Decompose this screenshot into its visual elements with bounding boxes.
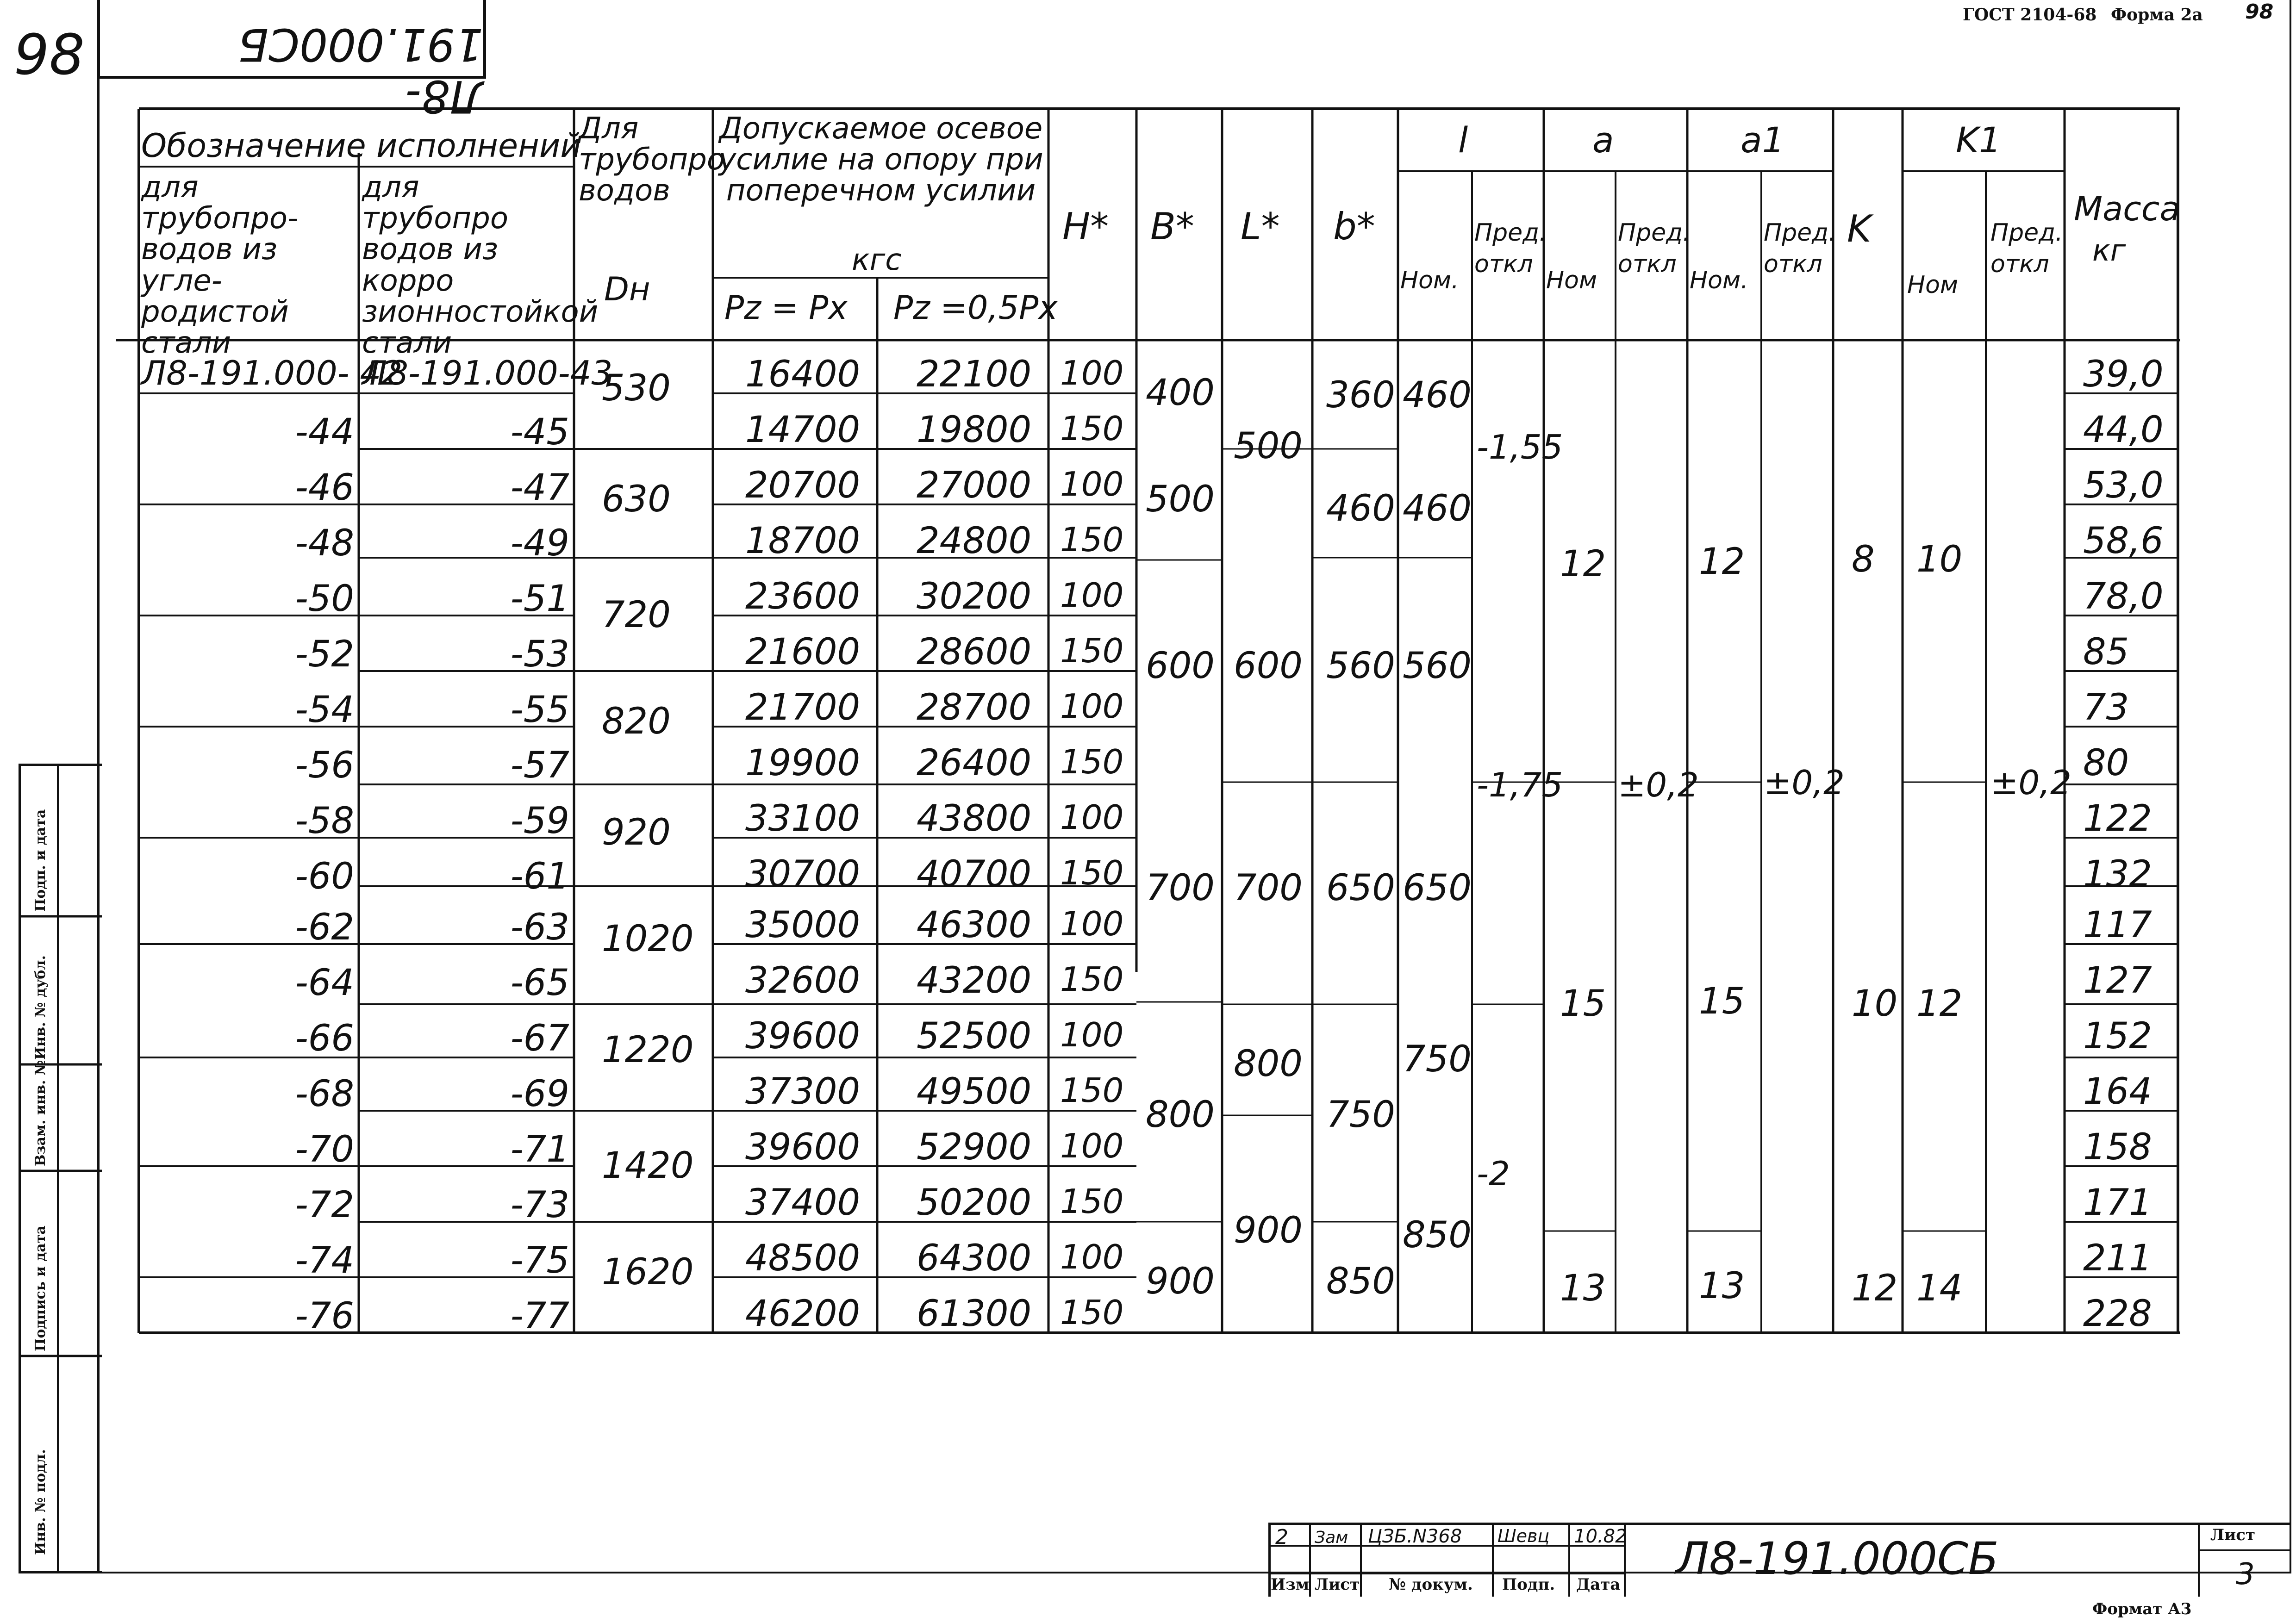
- header-for-pipes: Для трубопро водов: [579, 112, 725, 208]
- tb-doc-no: ЦЗБ.N368: [1368, 1526, 1462, 1547]
- pz2-value: 49500: [917, 1071, 1032, 1113]
- b-upper-value: 900: [1146, 1261, 1215, 1302]
- header-l: l: [1458, 119, 1468, 161]
- k1-nom-value: 10: [1916, 539, 1963, 580]
- pz2-value: 24800: [917, 520, 1032, 562]
- tb-label-izm: Изм: [1271, 1575, 1310, 1594]
- h-value: 100: [1060, 1015, 1124, 1054]
- pz1-value: 48500: [745, 1237, 861, 1279]
- designation-carbon: -70: [295, 1129, 354, 1170]
- designation-carbon: -72: [295, 1184, 354, 1226]
- pz1-value: 30700: [745, 853, 861, 895]
- designation-carbon: -76: [295, 1295, 354, 1337]
- designation-carbon: -52: [295, 634, 354, 675]
- l-upper-value: 600: [1234, 645, 1303, 687]
- h-value: 150: [1060, 1182, 1124, 1221]
- a1-nom-value: 15: [1699, 981, 1745, 1022]
- mass-value: 53,0: [2083, 465, 2164, 506]
- side-strip-label: Взам. инв. №: [32, 1060, 49, 1166]
- designation-carbon: -54: [295, 689, 354, 731]
- tb-sign: Шевц: [1497, 1526, 1550, 1546]
- a-nom-value: 13: [1560, 1268, 1606, 1309]
- pz1-value: 35000: [745, 904, 861, 946]
- h-value: 100: [1060, 904, 1124, 943]
- pz2-value: 64300: [917, 1237, 1032, 1279]
- a-nom-value: 15: [1560, 983, 1606, 1025]
- designation-stainless: Л8-191.000-43: [362, 354, 613, 392]
- b-upper-value: 600: [1146, 645, 1215, 687]
- designation-carbon: -64: [295, 962, 354, 1004]
- h-value: 100: [1060, 354, 1124, 392]
- h-value: 150: [1060, 1293, 1124, 1332]
- header-a-nom: Ном: [1546, 267, 1597, 294]
- dn-value: 720: [602, 594, 671, 636]
- l-tol-value: -1,75: [1477, 765, 1563, 804]
- header-K1-nom: Ном: [1907, 271, 1959, 299]
- header-pz2: Pz =0,5Px: [893, 289, 1058, 327]
- h-value: 150: [1060, 960, 1124, 999]
- pz2-value: 28600: [917, 631, 1032, 673]
- pz2-value: 52500: [917, 1015, 1032, 1057]
- mass-value: 85: [2083, 631, 2129, 673]
- l-nom-value: 650: [1403, 867, 1472, 909]
- b-upper-value: 500: [1146, 479, 1215, 520]
- h-value: 150: [1060, 1071, 1124, 1110]
- header-B: B*: [1150, 205, 1194, 248]
- header-b: b*: [1333, 205, 1375, 248]
- mass-value: 132: [2083, 853, 2152, 895]
- header-designation: Обозначение исполнений: [141, 127, 581, 165]
- dn-value: 1620: [602, 1251, 694, 1293]
- header-l-nom: Ном.: [1400, 267, 1459, 294]
- side-strip-label: Подп. и дата: [32, 809, 49, 912]
- b-upper-value: 700: [1146, 867, 1215, 909]
- pz2-value: 52900: [917, 1126, 1032, 1168]
- dn-value: 820: [602, 701, 671, 742]
- side-strip-label: Инв. № дубл.: [32, 955, 49, 1060]
- designation-stainless: -59: [510, 800, 569, 842]
- header-pz1: Pz = Px: [724, 289, 848, 327]
- l-tol-value: -1,55: [1477, 428, 1563, 466]
- side-strip-label: Подпись и дата: [32, 1225, 49, 1351]
- pz2-value: 27000: [917, 465, 1032, 506]
- tb-sheet-no: 3: [2236, 1557, 2255, 1592]
- l-nom-value: 750: [1403, 1038, 1472, 1080]
- b-lower-value: 360: [1326, 374, 1395, 416]
- designation-stainless: -57: [510, 745, 569, 786]
- h-value: 100: [1060, 1126, 1124, 1165]
- header-carbon: для трубопро-водов из угле-родистой стали: [141, 170, 299, 360]
- pz1-value: 33100: [745, 798, 861, 839]
- designation-stainless: -53: [510, 634, 569, 675]
- b-lower-value: 850: [1326, 1261, 1395, 1302]
- h-value: 100: [1060, 465, 1124, 504]
- header-a1-tol: Пред. откл: [1764, 219, 1836, 278]
- k1-nom-value: 14: [1916, 1268, 1963, 1309]
- h-value: 150: [1060, 520, 1124, 559]
- header-H: H*: [1062, 205, 1109, 248]
- mass-value: 158: [2083, 1126, 2152, 1168]
- l-nom-value: 460: [1403, 488, 1472, 529]
- pz1-value: 21600: [745, 631, 861, 673]
- mass-value: 80: [2083, 742, 2129, 784]
- inverted-code: Л8-191.000СБ: [238, 19, 483, 122]
- format-label: Формат А3: [2092, 1600, 2192, 1618]
- designation-carbon: -60: [295, 856, 354, 897]
- header-a-tol: Пред. откл: [1618, 219, 1691, 278]
- mass-value: 164: [2083, 1071, 2152, 1113]
- pz2-value: 46300: [917, 904, 1032, 946]
- a1-nom-value: 12: [1699, 541, 1745, 583]
- designation-carbon: -48: [295, 522, 354, 564]
- designation-stainless: -67: [510, 1018, 569, 1059]
- a1-nom-value: 13: [1699, 1265, 1745, 1307]
- k1-tol-value: ±0,2: [1990, 763, 2071, 802]
- pz1-value: 32600: [745, 960, 861, 1001]
- h-value: 150: [1060, 409, 1124, 448]
- pz1-value: 16400: [745, 354, 861, 395]
- designation-stainless: -45: [510, 411, 569, 453]
- designation-stainless: -65: [510, 962, 569, 1004]
- header-K1-tol: Пред. откл: [1990, 219, 2063, 278]
- designation-carbon: Л8-191.000- 42: [141, 354, 403, 392]
- h-value: 150: [1060, 742, 1124, 781]
- tb-label-list: Лист: [1315, 1575, 1360, 1594]
- l-nom-value: 460: [1403, 374, 1472, 416]
- pz1-value: 46200: [745, 1293, 861, 1335]
- pz1-value: 19900: [745, 742, 861, 784]
- b-lower-value: 560: [1326, 645, 1395, 687]
- pz2-value: 50200: [917, 1182, 1032, 1224]
- header-l-tol: Пред. откл: [1474, 219, 1547, 278]
- designation-stainless: -55: [510, 689, 569, 731]
- b-lower-value: 460: [1326, 488, 1395, 529]
- designation-carbon: -46: [295, 467, 354, 509]
- tb-date: 10.82: [1574, 1526, 1627, 1547]
- h-value: 100: [1060, 687, 1124, 726]
- header-K1: K1: [1956, 119, 2002, 161]
- gost-label: ГОСТ 2104-68: [1963, 5, 2097, 25]
- header-L: L*: [1241, 205, 1280, 248]
- l-tol-value: -2: [1477, 1154, 1510, 1193]
- pz1-value: 18700: [745, 520, 861, 562]
- mass-value: 171: [2083, 1182, 2152, 1224]
- pz2-value: 61300: [917, 1293, 1032, 1335]
- pz2-value: 19800: [917, 409, 1032, 451]
- a-nom-value: 12: [1560, 543, 1606, 585]
- dn-value: 1220: [602, 1029, 694, 1071]
- pz1-value: 14700: [745, 409, 861, 451]
- designation-stainless: -61: [510, 856, 569, 897]
- pz1-value: 39600: [745, 1126, 861, 1168]
- mass-value: 211: [2083, 1237, 2152, 1279]
- a1-tol-value: ±0,2: [1764, 763, 1845, 802]
- designation-carbon: -44: [295, 411, 354, 453]
- mass-value: 152: [2083, 1015, 2152, 1057]
- mass-value: 58,6: [2083, 520, 2164, 562]
- pz2-value: 26400: [917, 742, 1032, 784]
- mass-value: 127: [2083, 960, 2152, 1001]
- mass-value: 122: [2083, 798, 2152, 839]
- l-upper-value: 500: [1234, 425, 1303, 467]
- header-dn: Dн: [604, 270, 650, 308]
- designation-stainless: -49: [510, 522, 569, 564]
- designation-carbon: -68: [295, 1073, 354, 1115]
- tb-sheet-label: Лист: [2210, 1526, 2256, 1544]
- designation-stainless: -73: [510, 1184, 569, 1226]
- header-allowed: Допускаемое осевое усилие на опору при поперечном усилии: [718, 112, 1043, 208]
- header-mass: Масса: [2074, 189, 2180, 228]
- header-a1-nom: Ном.: [1690, 267, 1748, 294]
- mass-value: 117: [2083, 904, 2152, 946]
- form-label: Форма 2а: [2111, 5, 2203, 25]
- pz1-value: 37400: [745, 1182, 861, 1224]
- pz2-value: 43800: [917, 798, 1032, 839]
- header-kg: кг: [2092, 234, 2126, 268]
- a-tol-value: ±0,2: [1618, 765, 1699, 804]
- dn-value: 920: [602, 812, 671, 853]
- l-upper-value: 900: [1234, 1210, 1303, 1251]
- pz2-value: 43200: [917, 960, 1032, 1001]
- dn-value: 1020: [602, 918, 694, 960]
- side-strip-label: Инв. № подл.: [32, 1449, 49, 1555]
- tb-document-code: Л8-191.000СБ: [1676, 1533, 1999, 1585]
- pz1-value: 21700: [745, 687, 861, 728]
- mass-value: 228: [2083, 1293, 2152, 1335]
- page-number-top: 98: [2245, 0, 2274, 24]
- designation-carbon: -62: [295, 907, 354, 948]
- designation-carbon: -56: [295, 745, 354, 786]
- h-value: 150: [1060, 631, 1124, 670]
- b-lower-value: 650: [1326, 867, 1395, 909]
- pz2-value: 28700: [917, 687, 1032, 728]
- designation-carbon: -58: [295, 800, 354, 842]
- designation-stainless: -77: [510, 1295, 569, 1337]
- tb-change-no: 2: [1275, 1525, 1288, 1549]
- header-a1: a1: [1741, 119, 1784, 161]
- pz1-value: 20700: [745, 465, 861, 506]
- designation-stainless: -47: [510, 467, 569, 509]
- k-value: 8: [1852, 539, 1875, 580]
- l-upper-value: 700: [1234, 867, 1303, 909]
- mass-value: 73: [2083, 687, 2129, 728]
- designation-stainless: -71: [510, 1129, 569, 1170]
- pz1-value: 37300: [745, 1071, 861, 1113]
- dn-value: 530: [602, 367, 671, 409]
- designation-carbon: -74: [295, 1240, 354, 1281]
- k1-nom-value: 12: [1916, 983, 1963, 1025]
- l-nom-value: 850: [1403, 1214, 1472, 1256]
- h-value: 100: [1060, 1237, 1124, 1276]
- l-upper-value: 800: [1234, 1043, 1303, 1085]
- pz2-value: 22100: [917, 354, 1032, 395]
- b-lower-value: 750: [1326, 1094, 1395, 1136]
- pz1-value: 23600: [745, 576, 861, 617]
- dn-value: 630: [602, 479, 671, 520]
- h-value: 100: [1060, 798, 1124, 837]
- dn-value: 1420: [602, 1145, 694, 1187]
- designation-stainless: -69: [510, 1073, 569, 1115]
- l-nom-value: 560: [1403, 645, 1472, 687]
- page-number-left: 98: [14, 23, 85, 87]
- h-value: 100: [1060, 576, 1124, 615]
- mass-value: 44,0: [2083, 409, 2164, 451]
- designation-stainless: -63: [510, 907, 569, 948]
- mass-value: 39,0: [2083, 354, 2164, 395]
- pz2-value: 40700: [917, 853, 1032, 895]
- tb-label-podp: Подп.: [1502, 1575, 1555, 1594]
- tb-label-date: Дата: [1576, 1575, 1621, 1594]
- h-value: 150: [1060, 853, 1124, 892]
- designation-stainless: -51: [510, 578, 569, 620]
- header-a: a: [1592, 119, 1614, 161]
- k-value: 10: [1852, 983, 1898, 1025]
- pz2-value: 30200: [917, 576, 1032, 617]
- k-value: 12: [1852, 1268, 1898, 1309]
- header-stainless: для трубопро водов из корро зионностойкой стали: [362, 170, 599, 360]
- header-kgs: кгс: [852, 243, 902, 277]
- designation-carbon: -66: [295, 1018, 354, 1059]
- header-K: K: [1847, 207, 1872, 250]
- pz1-value: 39600: [745, 1015, 861, 1057]
- designation-stainless: -75: [510, 1240, 569, 1281]
- designation-carbon: -50: [295, 578, 354, 620]
- tb-label-doc: № докум.: [1389, 1575, 1473, 1594]
- mass-value: 78,0: [2083, 576, 2164, 617]
- b-upper-value: 400: [1146, 372, 1215, 414]
- tb-change-kind: Зам: [1315, 1528, 1348, 1547]
- b-upper-value: 800: [1146, 1094, 1215, 1136]
